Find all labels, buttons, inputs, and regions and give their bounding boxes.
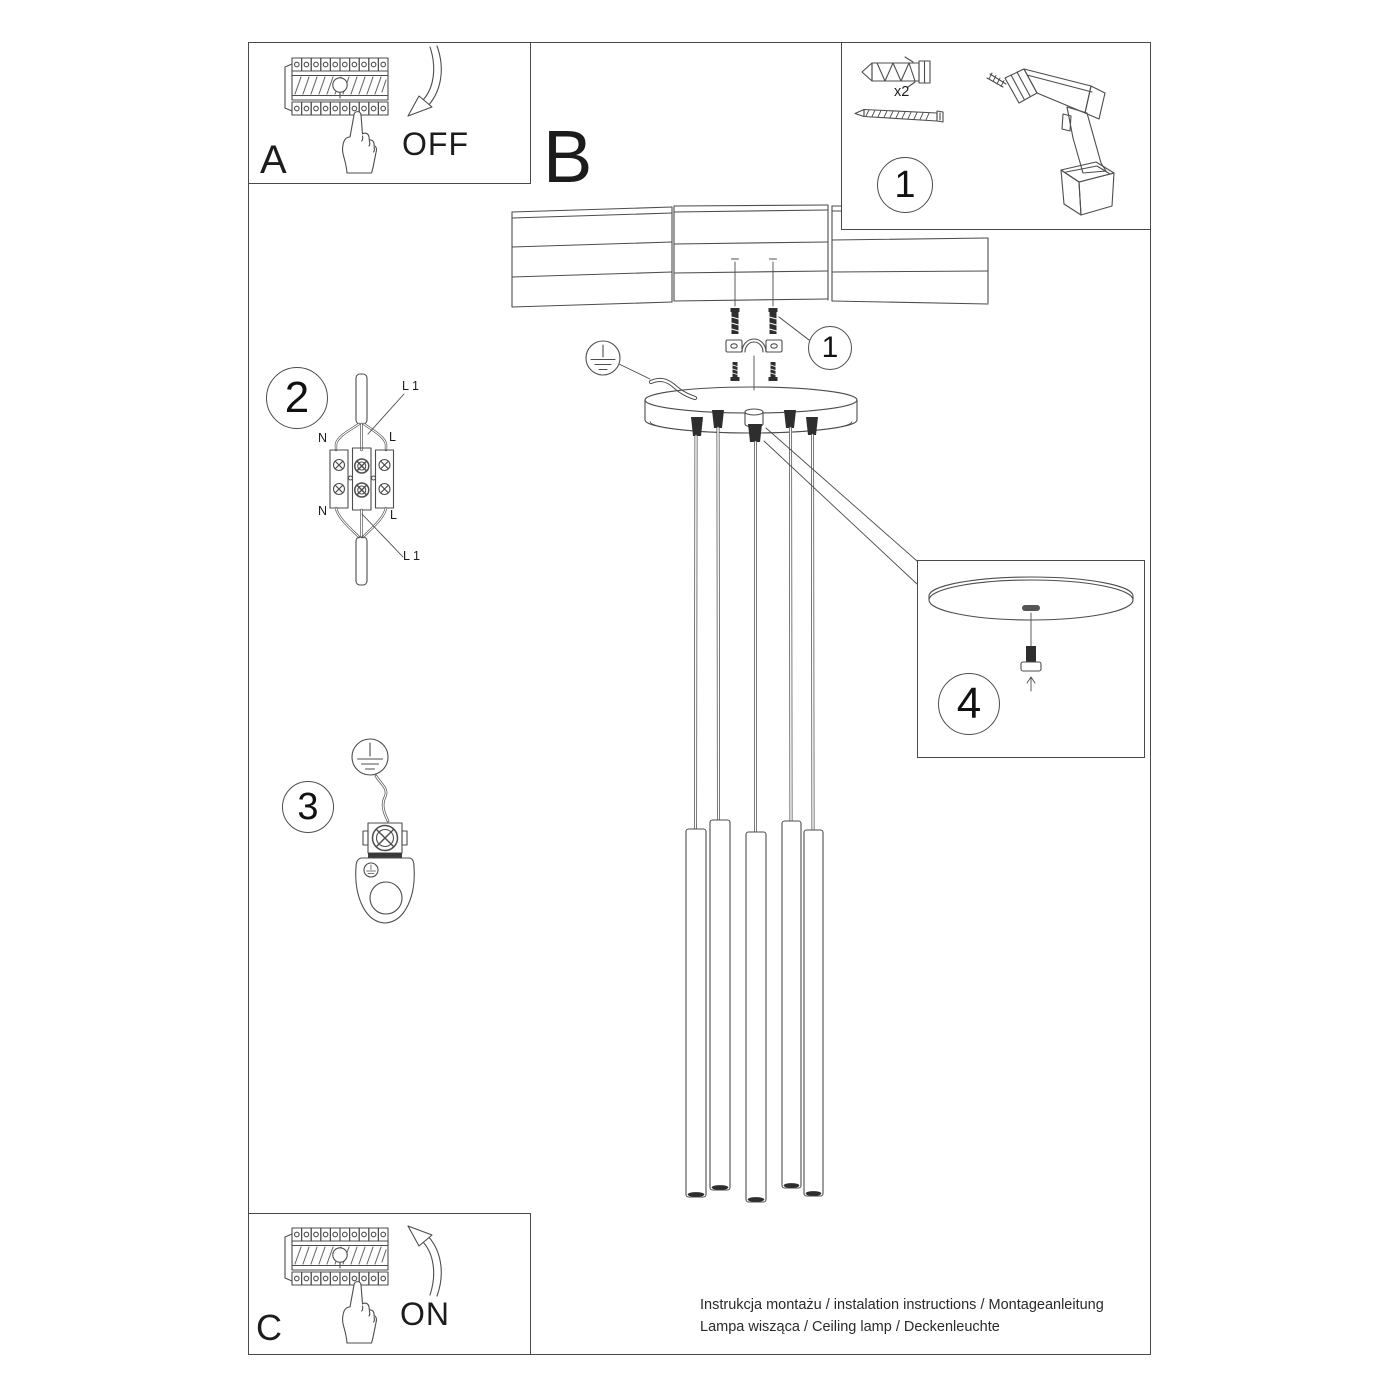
step-1-callout: 1 (808, 326, 852, 370)
wall-plug-icon (862, 57, 930, 87)
wire-label-n-top: N (318, 431, 328, 445)
pendant-tubes (686, 820, 823, 1202)
step-1-badge: 1 (877, 157, 933, 213)
footer-line-1: Instrukcja montażu / instalation instructions / Montageanleitung (700, 1297, 1104, 1313)
screw-icon (855, 110, 943, 123)
earth-symbol-main (586, 341, 695, 398)
wire-label-n-bottom: N (318, 504, 328, 518)
grounding-art (352, 739, 414, 923)
panel-b-label: B (543, 115, 593, 198)
suspension-wires (696, 428, 814, 834)
step-3-badge: 3 (282, 781, 334, 833)
drill-icon (987, 69, 1114, 215)
step-4-badge: 4 (938, 673, 1000, 735)
breaker-on-state: ON (400, 1296, 450, 1332)
footer-line-2: Lampa wisząca / Ceiling lamp / Deckenleuchte (700, 1319, 1000, 1335)
mounting-bracket (726, 339, 782, 352)
breaker-off-state: OFF (402, 126, 469, 162)
wiring-terminal-art (330, 374, 404, 585)
mounting-hardware (726, 259, 809, 390)
canopy (645, 387, 857, 442)
wire-label-l1-top: L 1 (402, 379, 419, 393)
wire-label-l-top: L (389, 430, 396, 444)
step-2-badge: 2 (266, 367, 328, 429)
screw-count-label: x2 (894, 84, 910, 100)
detail-leader-lines (764, 428, 917, 584)
panel-c-label: C (256, 1307, 282, 1348)
ceiling-planks (512, 205, 988, 307)
wire-label-l-bottom: L (390, 508, 397, 522)
panel-a-label: A (260, 138, 287, 182)
wire-label-l1-bottom: L 1 (403, 549, 420, 563)
